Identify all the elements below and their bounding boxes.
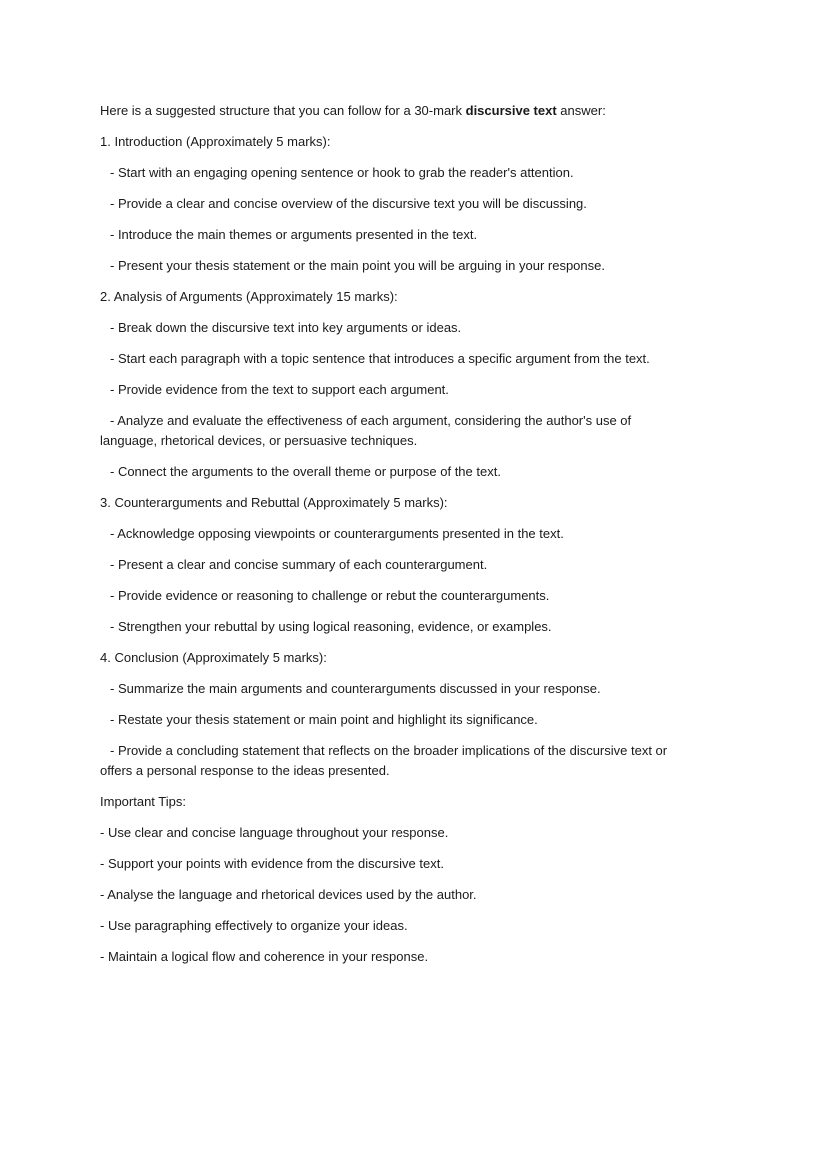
list-item: - Introduce the main themes or arguments presented in the text. (110, 227, 478, 242)
intro-text-after: answer: (556, 103, 606, 118)
list-item: - Provide evidence or reasoning to challenge or rebut the counterarguments. (110, 588, 550, 603)
tip-item: - Use clear and concise language throughout your response. (100, 825, 449, 840)
list-item-continuation: offers a personal response to the ideas presented. (100, 763, 390, 778)
list-item: - Start each paragraph with a topic sentence that introduces a specific argument from the text. (110, 351, 650, 366)
list-item: - Acknowledge opposing viewpoints or counterarguments presented in the text. (110, 526, 564, 541)
section-heading-analysis: 2. Analysis of Arguments (Approximately 15 marks): (100, 289, 398, 304)
tip-item: - Support your points with evidence from the discursive text. (100, 856, 444, 871)
list-item: - Present a clear and concise summary of each counterargument. (110, 557, 488, 572)
list-item: - Break down the discursive text into key arguments or ideas. (110, 320, 462, 335)
list-item: - Restate your thesis statement or main point and highlight its significance. (110, 712, 538, 727)
section-heading-introduction: 1. Introduction (Approximately 5 marks): (100, 134, 331, 149)
tip-item: - Use paragraphing effectively to organize your ideas. (100, 918, 408, 933)
list-item-continuation: language, rhetorical devices, or persuasive techniques. (100, 433, 418, 448)
list-item: - Provide a concluding statement that reflects on the broader implications of the discursive text or (110, 743, 668, 758)
list-item: - Provide a clear and concise overview of the discursive text you will be discussing. (110, 196, 587, 211)
intro-paragraph (100, 101, 730, 121)
tip-item: - Maintain a logical flow and coherence in your response. (100, 949, 429, 964)
list-item: - Summarize the main arguments and counterarguments discussed in your response. (110, 681, 601, 696)
document-body (100, 101, 730, 967)
list-item: - Provide evidence from the text to support each argument. (110, 382, 449, 397)
list-item: - Present your thesis statement or the main point you will be arguing in your response. (110, 258, 605, 273)
section-heading-counterarguments: 3. Counterarguments and Rebuttal (Approximately 5 marks): (100, 495, 448, 510)
tips-heading: Important Tips: (100, 794, 186, 809)
tip-item: - Analyse the language and rhetorical devices used by the author. (100, 887, 477, 902)
intro-text-before: Here is a suggested structure that you can follow for a 30-mark (100, 103, 466, 118)
list-item: - Connect the arguments to the overall theme or purpose of the text. (110, 464, 501, 479)
list-item: - Analyze and evaluate the effectiveness of each argument, considering the author's use of (110, 413, 632, 428)
list-item: - Start with an engaging opening sentence or hook to grab the reader's attention. (110, 165, 574, 180)
section-heading-conclusion: 4. Conclusion (Approximately 5 marks): (100, 650, 327, 665)
intro-bold-term: discursive text (465, 103, 557, 118)
list-item: - Strengthen your rebuttal by using logical reasoning, evidence, or examples. (110, 619, 552, 634)
